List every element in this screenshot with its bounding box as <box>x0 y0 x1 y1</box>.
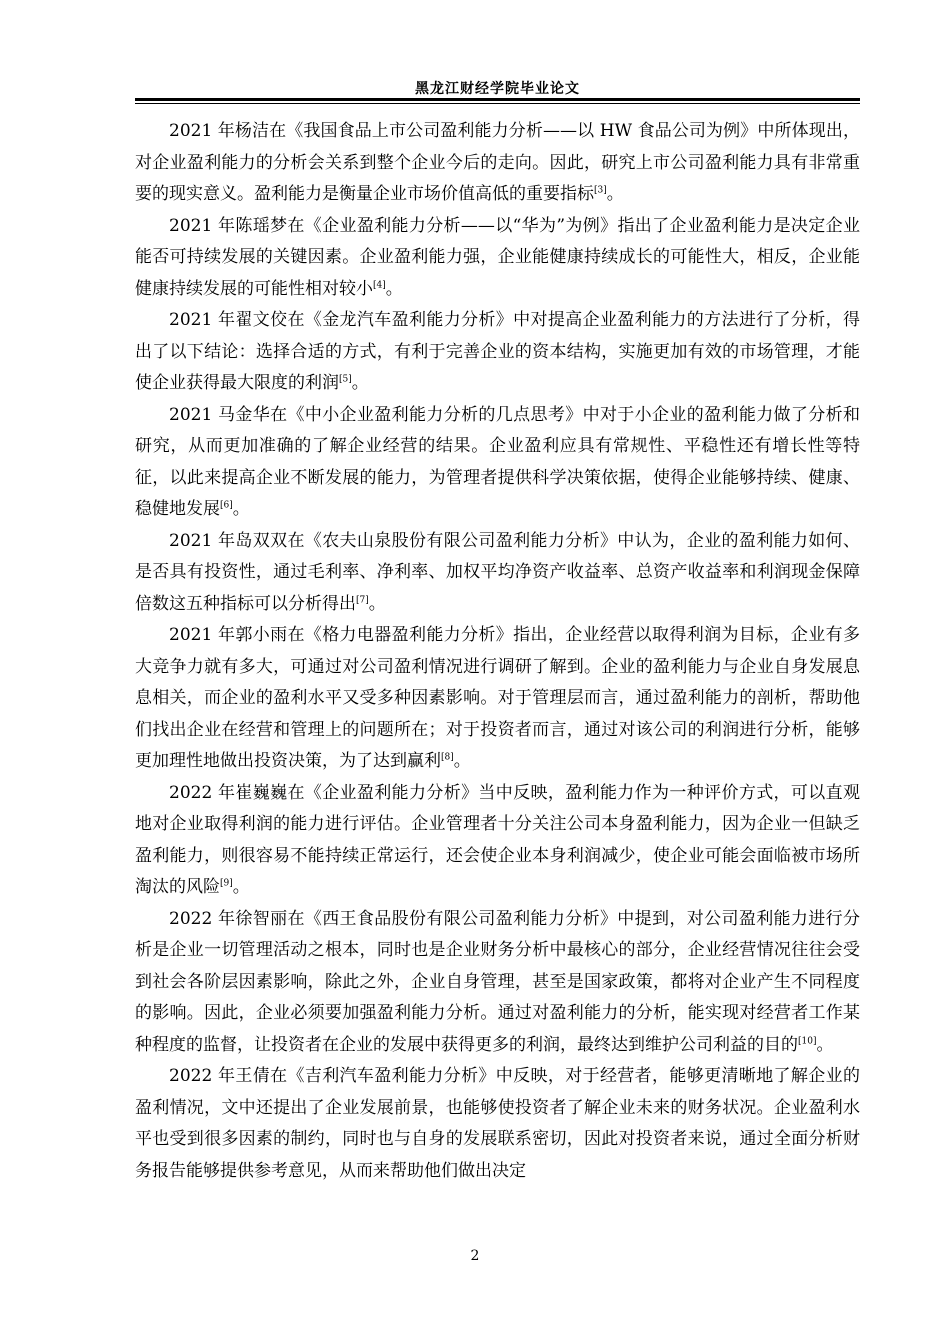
paragraph: 2021 年翟文佼在《金龙汽车盈利能力分析》中对提高企业盈利能力的方法进行了分析，得出了以下结论：选择合适的方式，有利于完善企业的资本结构，实施更加有效的市场管理，才能使企业获得最大限度的利润[5]。 <box>135 310 860 393</box>
paragraph: 2021 马金华在《中小企业盈利能力分析的几点思考》中对于小企业的盈利能力做了分析和研究，从而更加准确的了解企业经营的结果。企业盈利应具有常规性、平稳性还有增长性等特征，以此来提高企业不断发展的能力，为管理者提供科学决策依据，使得企业能够持续、健康、稳健地发展[6]。 <box>135 404 860 519</box>
paragraph: 2021 年杨洁在《我国食品上市公司盈利能力分析——以 HW 食品公司为例》中所体现出，对企业盈利能力的分析会关系到整个企业今后的走向。因此，研究上市公司盈利能力具有非常重要的现实意义。盈利能力是衡量企业市场价值高低的重要指标[3]。 <box>135 121 860 204</box>
citation-ref: [3] <box>594 185 607 196</box>
header-rule-thick <box>135 98 860 101</box>
document-body <box>135 116 860 1187</box>
paragraph: 2021 年岛双双在《农夫山泉股份有限公司盈利能力分析》中认为，企业的盈利能力如何、是否具有投资性，通过毛利率、净利率、加权平均净资产收益率、总资产收益率和利润现金保障倍数这五种指标可以分析得出[7]。 <box>135 530 860 614</box>
running-header-title: 黑龙江财经学院毕业论文 <box>415 81 580 97</box>
paragraph: 2022 年徐智丽在《西王食品股份有限公司盈利能力分析》中提到，对公司盈利能力进行分析是企业一切管理活动之根本，同时也是企业财务分析中最核心的部分，企业经营情况往往会受到社会各阶层因素影响，除此之外，企业自身管理，甚至是国家政策，都将对企业产生不同程度的影响。因此，企业必须要加强盈利能力分析。通过对盈利能力的分析，能实现对经营者工作某种程度的监督，让投资者在企业的发展中获得更多的利润，最终达到维护公司利益的目的[10]。 <box>135 908 860 1055</box>
citation-ref: [5] <box>339 374 352 385</box>
paragraph: 2022 年王倩在《吉利汽车盈利能力分析》中反映，对于经营者，能够更清晰地了解企业的盈利情况，文中还提出了企业发展前景，也能够使投资者了解企业未来的财务状况。企业盈利水平也受到很多因素的制约，同时也与自身的发展联系密切，因此对投资者来说，通过全面分析财务报告能够提供参考意见，从而来帮助他们做出决定 <box>135 1066 860 1181</box>
paragraph: 2021 年郭小雨在《格力电器盈利能力分析》指出，企业经营以取得利润为目标，企业有多大竞争力就有多大，可通过对公司盈利情况进行调研了解到。企业的盈利能力与企业自身发展息息相关，而企业的盈利水平又受多种因素影响。对于管理层而言，通过盈利能力的剖析，帮助他们找出企业在经营和管理上的问题所在；对于投资者而言，通过对该公司的利润进行分析，能够更加理性地做出投资决策，为了达到赢利[8]。 <box>135 625 860 771</box>
citation-ref: [4] <box>373 279 386 290</box>
citation-ref: [6] <box>220 500 233 511</box>
citation-ref: [10] <box>798 1035 817 1046</box>
header-rule-thin <box>135 103 860 104</box>
citation-ref: [8] <box>441 752 454 763</box>
citation-ref: [7] <box>356 594 369 605</box>
paragraph: 2021 年陈瑶梦在《企业盈利能力分析——以“华为”为例》指出了企业盈利能力是决定企业能否可持续发展的关键因素。企业盈利能力强，企业能健康持续成长的可能性大，相反，企业能健康持续发展的可能性相对较小[4]。 <box>135 215 860 299</box>
paragraph: 2022 年崔巍巍在《企业盈利能力分析》当中反映，盈利能力作为一种评价方式，可以直观地对企业取得利润的能力进行评估。企业管理者十分关注公司本身盈利能力，因为企业一但缺乏盈利能力，则很容易不能持续正常运行，还会使企业本身利润减少，使企业可能会面临被市场所淘汰的风险[9]。 <box>135 782 860 897</box>
page-number: 2 <box>470 1248 480 1264</box>
citation-ref: [9] <box>220 878 233 889</box>
